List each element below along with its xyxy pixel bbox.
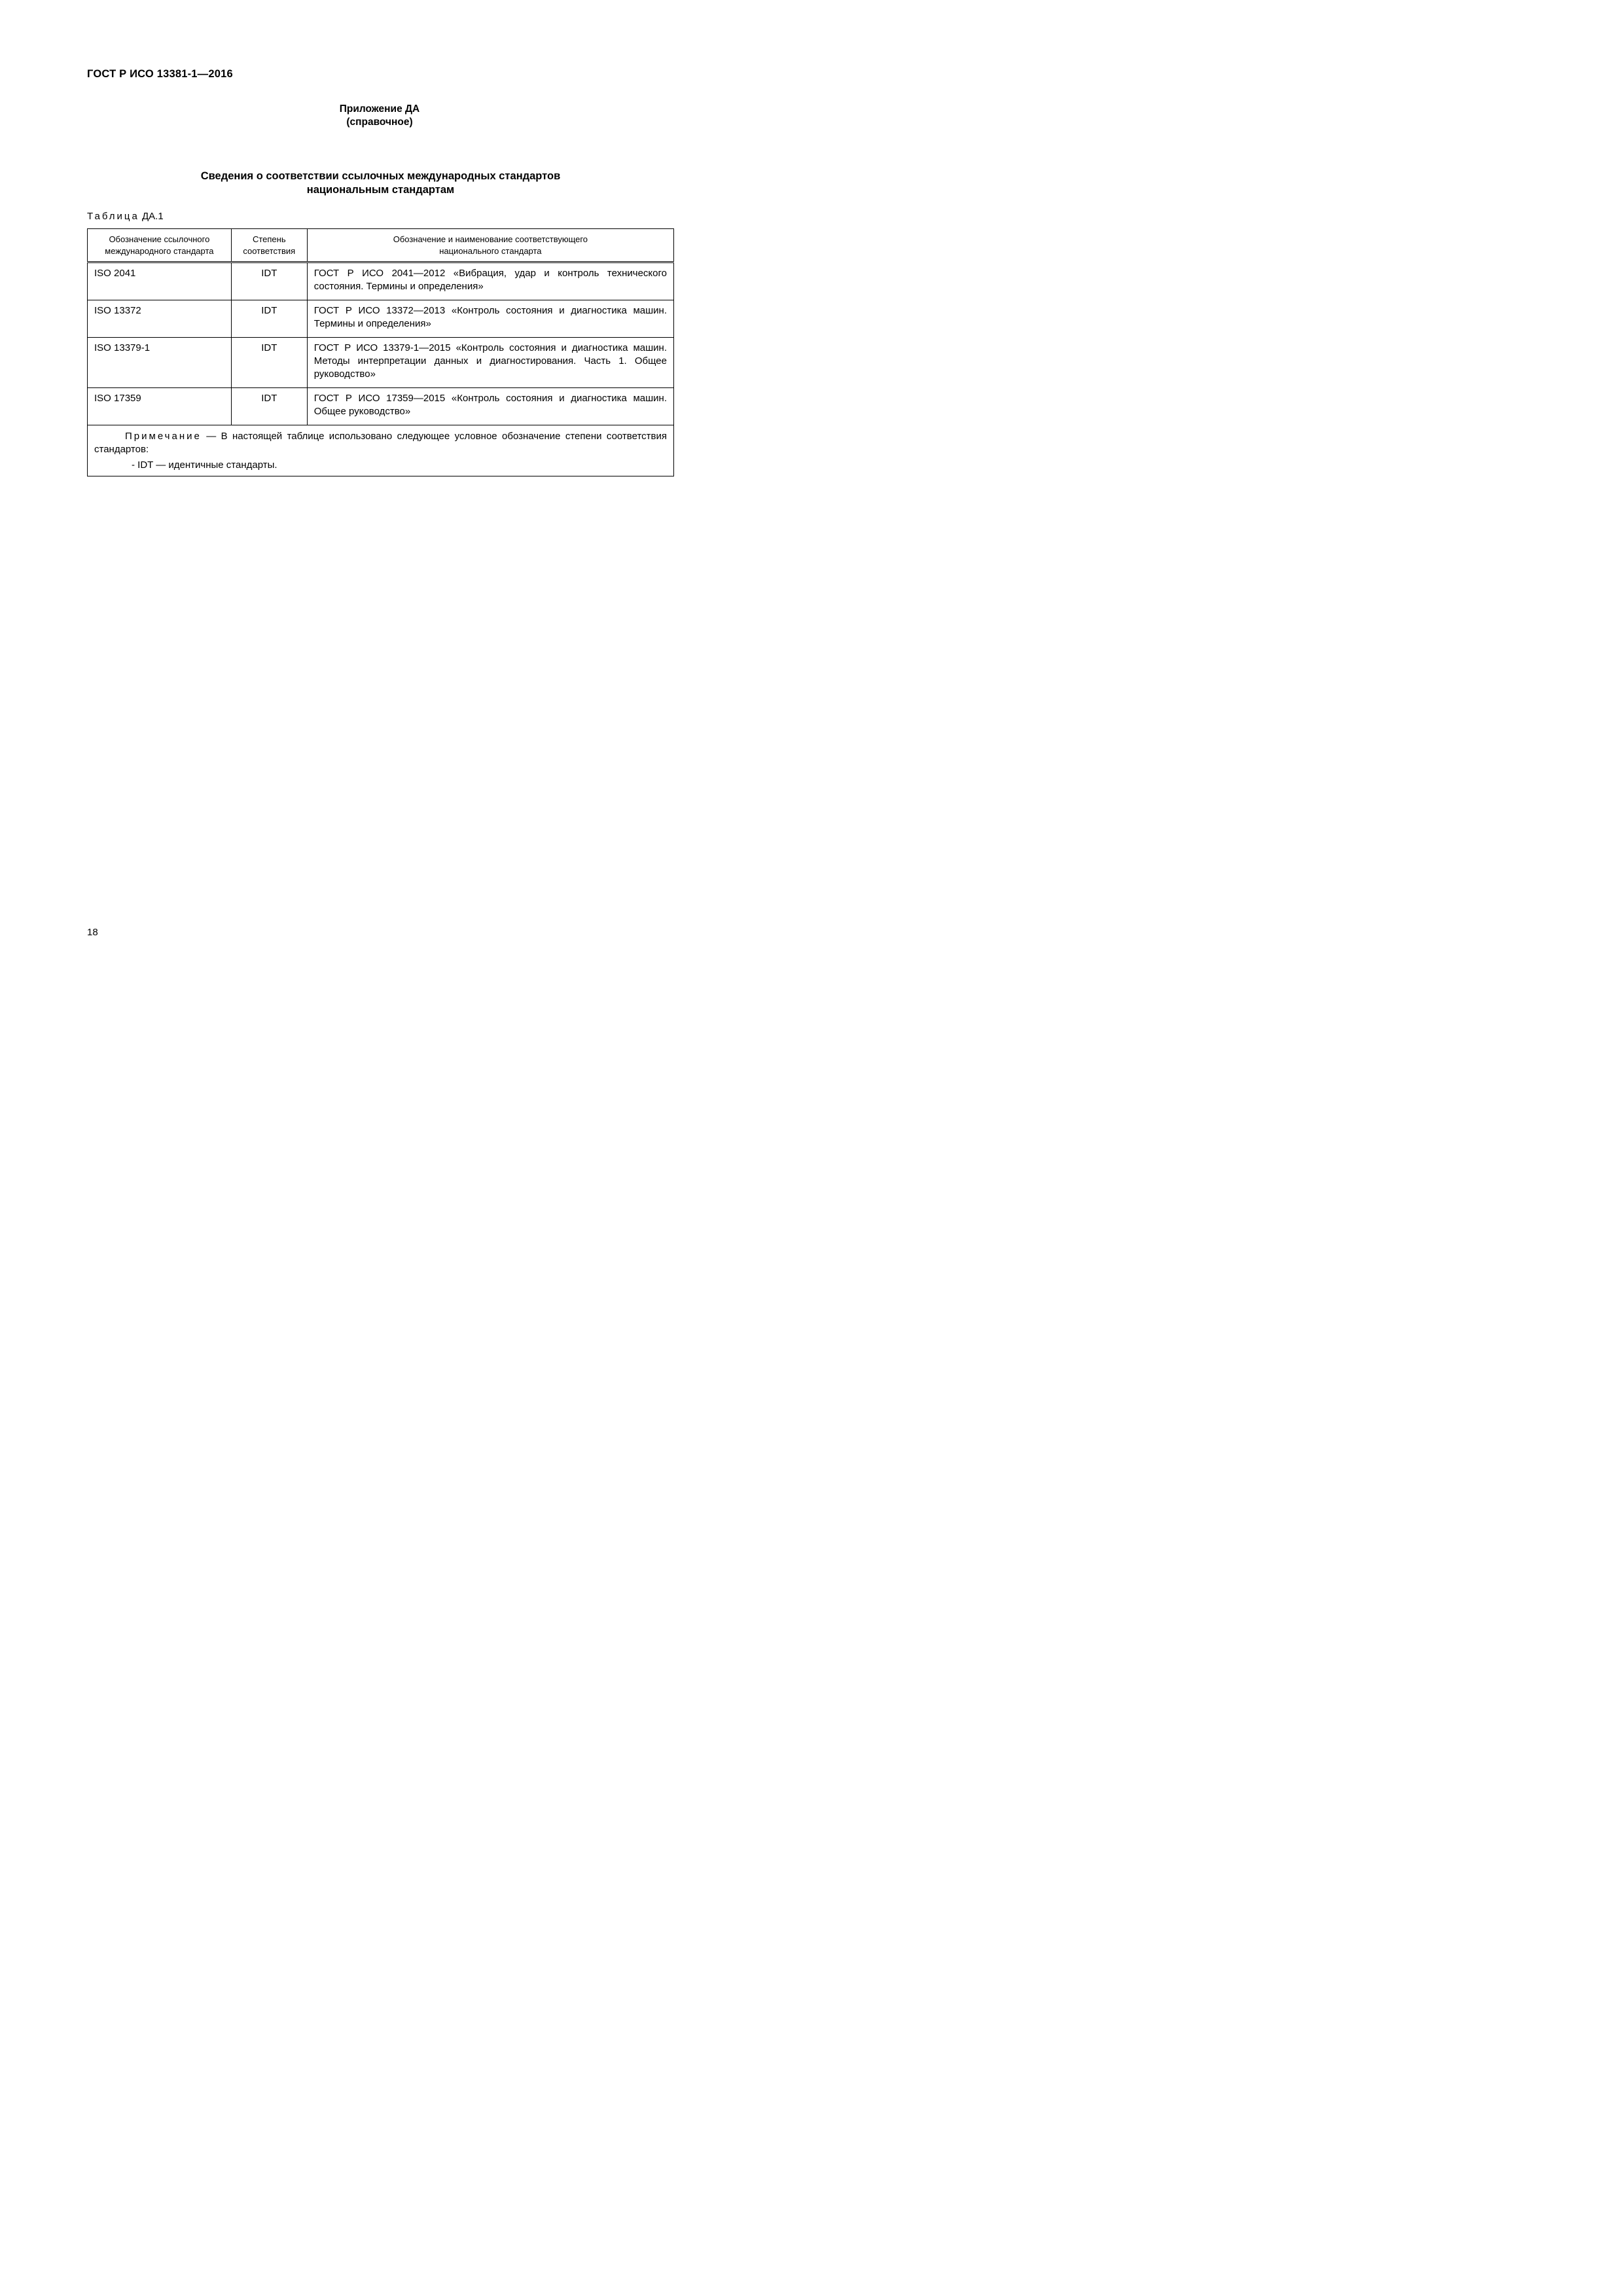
header-degree — [231, 229, 307, 262]
table-row — [88, 300, 674, 338]
note-item: - IDT — идентичные стандарты. — [132, 459, 277, 471]
cell-international: ISO 2041 — [88, 262, 232, 300]
header-col1-line1: Обозначение ссылочного — [109, 234, 210, 244]
section-title — [87, 170, 674, 197]
table-row — [88, 262, 674, 300]
table-header-row — [88, 229, 674, 262]
cell-national: ГОСТ Р ИСО 17359—2015 «Контроль состояния и диагностика машин. Общее руководство» — [307, 388, 673, 425]
cell-degree: IDT — [231, 300, 307, 338]
page-number: 18 — [87, 927, 98, 938]
table-caption — [87, 211, 164, 222]
header-international-standard — [88, 229, 232, 262]
note-text: — В настоящей таблице использовано следующее условное обозначение степени соответствия стандартов: — [94, 431, 667, 455]
header-col3-line2: национального стандарта — [439, 246, 542, 256]
header-col3-line1: Обозначение и наименование соответствующего — [393, 234, 588, 244]
header-national-standard — [307, 229, 673, 262]
header-col1-line2: международного стандарта — [105, 246, 214, 256]
cell-degree: IDT — [231, 338, 307, 388]
section-title-line2: национальным стандартам — [306, 184, 455, 196]
document-code: ГОСТ Р ИСО 13381-1—2016 — [87, 68, 233, 80]
cell-international: ISO 13372 — [88, 300, 232, 338]
appendix-subtitle: (справочное) — [346, 117, 413, 128]
section-title-line1: Сведения о соответствии ссылочных международных стандартов — [200, 170, 561, 182]
header-col2-line1: Степень — [252, 234, 286, 244]
cell-national: ГОСТ Р ИСО 13372—2013 «Контроль состояния и диагностика машин. Термины и определения» — [307, 300, 673, 338]
appendix-title: Приложение ДА — [339, 103, 420, 115]
header-col2-line2: соответствия — [243, 246, 296, 256]
cell-national: ГОСТ Р ИСО 13379-1—2015 «Контроль состояния и диагностика машин. Методы интерпретации данных и диагностирования. Часть 1. Общее руководство» — [307, 338, 673, 388]
table-caption-id: ДА.1 — [142, 211, 164, 222]
cell-national: ГОСТ Р ИСО 2041—2012 «Вибрация, удар и контроль технического состояния. Термины и определения» — [307, 262, 673, 300]
note-paragraph — [94, 430, 667, 456]
table-note — [88, 425, 674, 476]
appendix-heading — [314, 103, 445, 129]
cell-international: ISO 17359 — [88, 388, 232, 425]
correspondence-table — [87, 228, 674, 476]
table-caption-label: Таблица — [87, 211, 139, 222]
cell-degree: IDT — [231, 262, 307, 300]
cell-degree: IDT — [231, 388, 307, 425]
note-label: Примечание — [125, 431, 202, 442]
table-row — [88, 388, 674, 425]
cell-international: ISO 13379-1 — [88, 338, 232, 388]
table-note-row — [88, 425, 674, 476]
table-row — [88, 338, 674, 388]
